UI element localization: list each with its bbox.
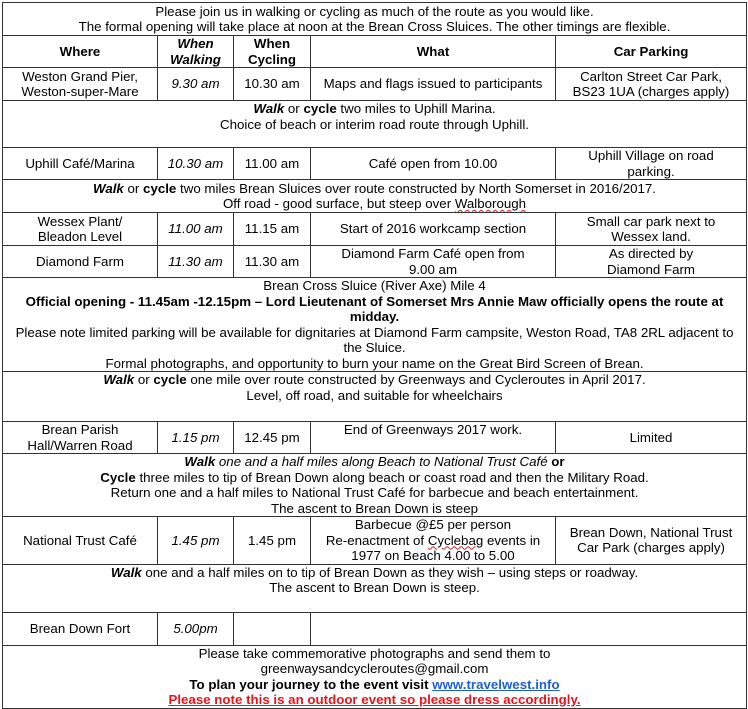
- parking-line1: Carlton Street Car Park,: [580, 68, 722, 84]
- cell-where: Uphill Café/Marina: [3, 148, 158, 180]
- header-car-parking: Car Parking: [556, 36, 747, 68]
- what-line2: [314, 533, 552, 549]
- leg5-text: one and a half miles on to tip of Brean Down as they wish – using steps or roadway.: [141, 564, 639, 580]
- table-row-national-trust: [3, 517, 747, 565]
- cell-cycling-time: 11.15 am: [234, 213, 311, 246]
- header-when-walking: [158, 36, 234, 68]
- header-walking-line2: Walking: [170, 51, 221, 67]
- cell-what: [311, 612, 747, 645]
- header-when-cycling: [234, 36, 311, 68]
- leg4-walk-text: one and a half miles along Beach to National Trust Café: [215, 454, 552, 469]
- cell-parking: [556, 68, 747, 101]
- sluice-opening-cell: [3, 278, 747, 372]
- cell-parking: [556, 246, 747, 278]
- cell-parking: [556, 213, 747, 246]
- leg3-text: one mile over route constructed by Greenways and Cycleroutes in April 2017.: [186, 372, 646, 387]
- or-word: or: [123, 180, 144, 196]
- leg4-line3: Return one and a half miles to National Trust Café for barbecue and beach entertainment.: [110, 485, 639, 500]
- route-leg-1-cell: [3, 101, 747, 148]
- footer-email: greenwaysandcycleroutes@gmail.com: [260, 661, 489, 676]
- route-leg-3-row: [3, 372, 747, 422]
- cycle-word: cycle: [303, 101, 337, 116]
- cell-what: End of Greenways 2017 work.: [311, 422, 556, 454]
- or-word: or: [284, 101, 304, 116]
- cell-cycling-time: 11.00 am: [234, 148, 311, 180]
- route-leg-4-cell: [3, 454, 747, 517]
- sluice-title: Brean Cross Sluice (River Axe) Mile 4: [263, 278, 486, 293]
- header-walking-line1: When: [177, 36, 214, 51]
- leg4-line1: [6, 454, 743, 470]
- cell-where: National Trust Café: [3, 517, 158, 565]
- footer-plan-line: [6, 677, 743, 693]
- header-where: Where: [3, 36, 158, 68]
- where-line2: Hall/Warren Road: [27, 437, 133, 453]
- route-leg-5-row: [3, 564, 747, 612]
- cell-what: Café open from 10.00: [311, 148, 556, 180]
- walk-word: Walk: [103, 372, 135, 387]
- table-row-diamond-farm: [3, 246, 747, 278]
- leg2-line2: [6, 196, 743, 212]
- outdoor-event-warning: Please note this is an outdoor event so please dress accordingly.: [168, 692, 581, 707]
- parking-line2: Diamond Farm: [607, 261, 695, 277]
- parking-line2: Wessex land.: [611, 229, 691, 244]
- or-word: or: [134, 372, 154, 387]
- leg5-line2: The ascent to Brean Down is steep.: [269, 580, 480, 595]
- what-line2: 9.00 am: [408, 261, 458, 277]
- cell-cycling-time: 12.45 pm: [234, 422, 311, 454]
- footer-row: [3, 645, 747, 708]
- parking-line1: Brean Down, National Trust: [569, 524, 733, 540]
- route-leg-4-row: [3, 454, 747, 517]
- parking-line1: Small car park next to: [586, 213, 716, 229]
- parking-note: Please note limited parking will be available for dignitaries at Diamond Farm campsite, Weston Road, TA8 2RL adjacent to the Sluice.: [15, 324, 734, 355]
- cell-where: Brean Down Fort: [3, 612, 158, 645]
- parking-line2: Car Park (charges apply): [577, 540, 725, 556]
- where-line2: Weston-super-Mare: [21, 84, 139, 99]
- parking-line1: As directed by: [608, 246, 694, 261]
- event-schedule-document: [2, 2, 747, 709]
- leg2-line1: [6, 181, 743, 197]
- leg5-line1: [6, 565, 743, 581]
- leg2-line2-text: Off road - good surface, but steep over: [222, 196, 455, 211]
- walk-word: Walk: [93, 180, 124, 196]
- walk-word: Walk: [110, 564, 142, 580]
- parking-line1: Uphill Village on road: [588, 148, 714, 163]
- what-line2-c: events in: [483, 532, 541, 548]
- leg1-line2: Choice of beach or interim road route through Uphill.: [220, 116, 529, 132]
- leg4-line2: [6, 470, 743, 486]
- footer-cell: [3, 645, 747, 708]
- cell-walking-time: 10.30 am: [158, 148, 234, 180]
- intro-cell: [3, 3, 747, 36]
- where-line1: Wessex Plant/: [37, 213, 123, 229]
- cell-cycling-time: 1.45 pm: [234, 517, 311, 565]
- travelwest-link[interactable]: www.travelwest.info: [432, 676, 560, 692]
- cell-where: [3, 213, 158, 246]
- route-leg-5-cell: [3, 564, 747, 612]
- cell-walking-time: 11.30 am: [158, 246, 234, 278]
- where-line1: Weston Grand Pier,: [22, 68, 138, 84]
- header-what: What: [311, 36, 556, 68]
- what-line3: 1977 on Beach 4.00 to 5.00: [351, 548, 515, 563]
- leg4-line4: The ascent to Brean Down is steep: [271, 500, 478, 516]
- cell-walking-time: 1.15 pm: [158, 422, 234, 454]
- intro-line-1: Please join us in walking or cycling as much of the route as you would like.: [155, 3, 594, 19]
- header-row: [3, 36, 747, 68]
- walk-word: Walk: [253, 101, 285, 116]
- table-row-uphill: [3, 148, 747, 180]
- table-row-brean-down-fort: [3, 612, 747, 645]
- route-leg-1-row: [3, 101, 747, 148]
- leg1-line1: [6, 101, 743, 117]
- cell-where: Diamond Farm: [3, 246, 158, 278]
- parking-line2: BS23 1UA (charges apply): [572, 84, 730, 99]
- intro-line-2: The formal opening will take place at noon at the Brean Cross Sluices. The other timings are flexible.: [78, 19, 671, 34]
- table-row-wessex: [3, 213, 747, 246]
- spellcheck-word-walborough: Walborough: [454, 196, 527, 211]
- what-line1: Diamond Farm Café open from: [341, 246, 525, 261]
- cycle-word: cycle: [143, 180, 177, 196]
- leg2-text: two miles Brean Sluices over route constructed by North Somerset in 2016/2017.: [176, 180, 656, 196]
- cell-what: [311, 246, 556, 278]
- route-leg-2-cell: [3, 180, 747, 213]
- schedule-table: [2, 2, 747, 709]
- footer-photos-text: Please take commemorative photographs and send them to: [198, 645, 551, 661]
- cell-walking-time: 5.00pm: [158, 612, 234, 645]
- cell-parking: [556, 517, 747, 565]
- cell-what: [311, 517, 556, 565]
- or-word: or: [551, 454, 565, 469]
- leg4-cycle-text: three miles to tip of Brean Down along beach or coast road and then the Military Road.: [135, 469, 649, 485]
- cell-cycling-time: 11.30 am: [234, 246, 311, 278]
- where-line2: Bleadon Level: [37, 229, 123, 244]
- parking-line2: parking.: [627, 163, 675, 179]
- sluice-opening-row: [3, 278, 747, 372]
- what-line1: Barbecue @£5 per person: [354, 517, 512, 532]
- intro-row: [3, 3, 747, 36]
- table-row-weston: [3, 68, 747, 101]
- leg1-text: two miles to Uphill Marina.: [336, 101, 496, 116]
- cell-walking-time: 1.45 pm: [158, 517, 234, 565]
- cell-walking-time: 11.00 am: [158, 213, 234, 246]
- cell-where: [3, 422, 158, 454]
- cycle-word: Cycle: [100, 469, 136, 485]
- photographs-note: Formal photographs, and opportunity to burn your name on the Great Bird Screen of Brean.: [105, 355, 644, 371]
- cell-where: [3, 68, 158, 101]
- cell-parking: Limited: [556, 422, 747, 454]
- route-leg-3-cell: [3, 372, 747, 422]
- header-cycling-line2: Cycling: [247, 51, 297, 67]
- leg3-line2: Level, off road, and suitable for wheelchairs: [246, 387, 503, 403]
- where-line1: Brean Parish: [41, 422, 119, 437]
- cell-cycling-time: 10.30 am: [234, 68, 311, 101]
- cell-what: Start of 2016 workcamp section: [311, 213, 556, 246]
- cycle-word: cycle: [153, 372, 187, 387]
- cell-parking: [556, 148, 747, 180]
- route-leg-2-row: [3, 180, 747, 213]
- what-line2-a: Re-enactment of: [325, 532, 428, 548]
- leg3-line1: [6, 372, 743, 388]
- cell-what: Maps and flags issued to participants: [311, 68, 556, 101]
- plan-journey-text: To plan your journey to the event visit: [189, 676, 433, 692]
- walk-word: Walk: [184, 454, 216, 469]
- cell-walking-time: 9.30 am: [158, 68, 234, 101]
- header-cycling-line1: When: [253, 36, 291, 51]
- spellcheck-word-cyclebag: Cyclebag: [427, 532, 484, 548]
- cell-cycling-time: [234, 612, 311, 645]
- table-row-brean-parish: [3, 422, 747, 454]
- official-opening-text: Official opening - 11.45am -12.15pm – Lord Lieutenant of Somerset Mrs Annie Maw officially opens the route at midday.: [25, 293, 724, 324]
